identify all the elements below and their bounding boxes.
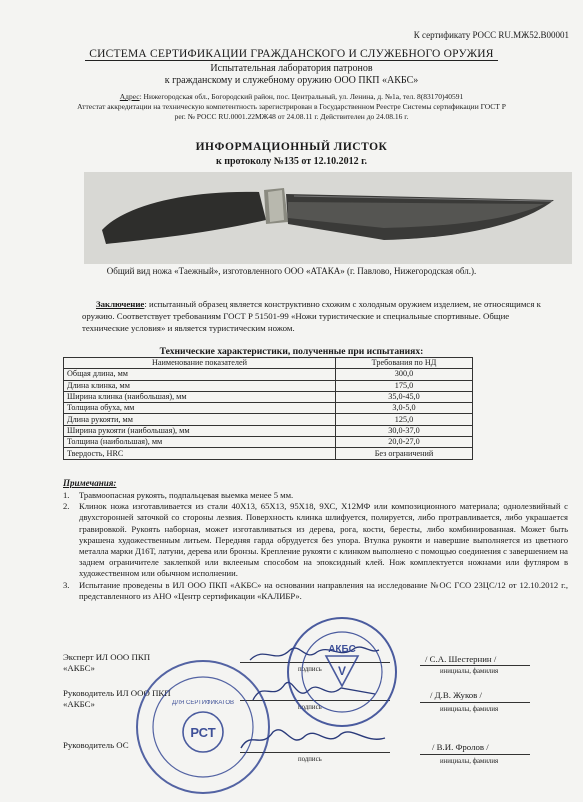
spec-name: Длина клинка, мм [64, 380, 336, 391]
signature-role-lab-head: Руководитель ИЛ ООО ПКП «АКБС» [63, 688, 171, 709]
address-text: : Нижегородская обл., Богородский район, пос. Центральный, ул. Ленина, д. №1а, тел. 8(83170)40591 [139, 92, 464, 101]
conclusion-paragraph [82, 298, 552, 334]
table-row [64, 437, 473, 448]
document-title: ИНФОРМАЦИОННЫЙ ЛИСТОК [195, 141, 388, 153]
spec-name: Толщина обуха, мм [64, 403, 336, 414]
certification-body-stamp [128, 652, 278, 802]
address-label: Адрес [119, 92, 140, 101]
document-subtitle: к протоколу №135 от 12.10.2012 г. [215, 156, 368, 167]
spec-name: Толщина (наибольшая), мм [64, 437, 336, 448]
akbs-lab-stamp [282, 612, 402, 732]
specs-title: Технические характеристики, полученные при испытаниях: [159, 346, 424, 357]
list-item [63, 501, 568, 579]
note-number: 3. [63, 579, 70, 590]
signature-role-os-head: Руководитель ОС [63, 740, 129, 750]
note-text: Травмоопасная рукоять, подпальцевая выемка менее 5 мм. [79, 490, 294, 500]
note-text: Клинок ножа изготавливается из стали 40Х13, 65Х13, 95Х18, 9ХС, Х12МФ или композиционного материала; однолезвийный с двухсторонней заточкой со стороны лезвия. Поверхность клинка шлифуется, полируется, либо протравливается, либо украшается гравировкой. Рукоять наборная, может изготавливаться из дерева, рога, кости, бересты, либо комбинированная. Может быть украшена художественным литьем. Передняя гарда обрудуется без упора. Втулка рукояти и навершие выполняется из цветного металла марки Д16Т, латуни, дерева или бронзы. Крепление рукояти с клинком выполнено с помощью соединения с завершением на заднем ограничителе заклепкой или вклееным способом на эпоксидный клей. Нож комплектуется ножнами или футляром в художественном или обычном исполнении. [79, 501, 568, 579]
conclusion-text: : испытанный образец является конструктивно схожим с холодным оружием изделием, не относящимся к оружию. Соответствует требованиям ГОСТ Р 51501-99 «Ножи туристические и специальные спортивные. Общие технические условия» и является туристическим ножом. [82, 299, 541, 333]
table-row [64, 403, 473, 414]
spec-value: 3,0-5,0 [336, 403, 473, 414]
note-text: Испытание проведены в ИЛ ООО ПКП «АКБС» на основании направления на исследование №ОС ГСО 23ЦС/12 от 12.10.2012 г., представленного из АНО «Центр сертификации «КАЛИБР». [79, 579, 568, 601]
svg-text:V: V [337, 664, 347, 678]
specs-header-row [64, 358, 473, 369]
notes-title: Примечания: [63, 478, 117, 488]
rst-logo: РСТ [190, 725, 216, 740]
specs-table [63, 357, 473, 460]
accreditation-line2: рег. № РОСС RU.0001.22МЖ48 от 24.08.11 г. Действителен до 24.08.16 г. [174, 112, 409, 121]
spec-name: Твердость, HRC [64, 448, 336, 459]
name-caption: инициалы, фамилия [440, 706, 499, 713]
note-number: 2. [63, 501, 70, 512]
specs-header-name: Наименование показателей [64, 358, 336, 369]
table-row [64, 391, 473, 402]
spec-value: 20,0-27,0 [336, 437, 473, 448]
os-stamp-center: ДЛЯ СЕРТИФИКАТОВ [171, 700, 235, 706]
spec-value: 175,0 [336, 380, 473, 391]
table-row [64, 369, 473, 380]
spec-name: Ширина клинка (наибольшая), мм [64, 391, 336, 402]
accreditation-line1: Аттестат аккредитации на техническую компетентность зарегистрирован в Государственном Реестре Системы сертификации ГОСТ Р [77, 102, 506, 111]
laboratory-name: Испытательная лаборатория патронов к гражданскому и служебному оружию ООО ПКП «АКБС» [164, 63, 419, 86]
signer-name-os-head: / В.И. Фролов / [432, 742, 489, 752]
name-caption: инициалы, фамилия [440, 668, 499, 675]
knife-photo [84, 172, 572, 264]
table-row [64, 414, 473, 425]
name-caption: инициалы, фамилия [440, 758, 499, 765]
spec-value: 30,0-37,0 [336, 425, 473, 436]
name-line [420, 665, 530, 666]
spec-value: 300,0 [336, 369, 473, 380]
signature-role-expert: Эксперт ИЛ ООО ПКП «АКБС» [63, 652, 151, 673]
list-item [63, 580, 568, 602]
specs-header-requirement: Требования по НД [336, 358, 473, 369]
notes-list [63, 490, 568, 602]
table-row [64, 425, 473, 436]
spec-name: Общая длина, мм [64, 369, 336, 380]
spec-name: Длина рукояти, мм [64, 414, 336, 425]
spec-value: 35,0-45,0 [336, 391, 473, 402]
table-row [64, 448, 473, 459]
akbs-stamp-center: АКБС [328, 644, 356, 655]
name-line [420, 702, 530, 703]
address-block [0, 92, 583, 122]
signature-caption: подпись [298, 704, 322, 711]
note-number: 1. [63, 490, 70, 500]
conclusion-label: Заключение [96, 299, 145, 309]
spec-value: Без ограничений [336, 448, 473, 459]
list-item [63, 490, 568, 501]
certification-system-title: СИСТЕМА СЕРТИФИКАЦИИ ГРАЖДАНСКОГО И СЛУЖЕБНОГО ОРУЖИЯ [0, 48, 583, 60]
signature-caption: подпись [298, 756, 322, 763]
photo-caption: Общий вид ножа «Таежный», изготовленного ООО «АТАКА» (г. Павлово, Нижегородская обл.). [106, 266, 477, 276]
table-row [64, 380, 473, 391]
spec-value: 125,0 [336, 414, 473, 425]
signer-name-expert: / С.А. Шестернин / [425, 654, 497, 664]
signature-caption: подпись [298, 666, 322, 673]
signer-name-lab-head: / Д.В. Жуков / [430, 690, 482, 700]
name-line [420, 754, 530, 755]
certificate-reference: К сертификату РОСС RU.МЖ52.В00001 [413, 30, 569, 40]
spec-name: Ширина рукояти (наибольшая), мм [64, 425, 336, 436]
